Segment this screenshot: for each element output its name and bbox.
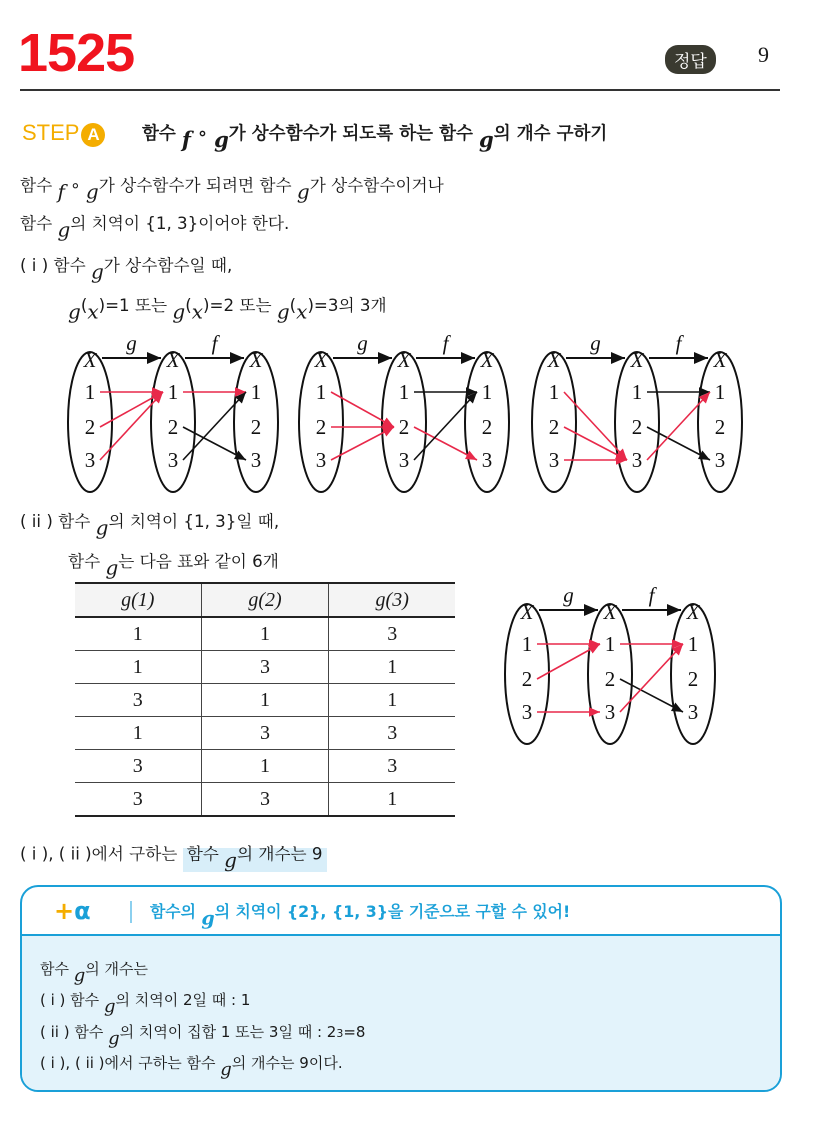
tip-line: [40, 958, 148, 986]
element-label: 3: [250, 448, 262, 472]
element-label: 1: [315, 380, 327, 404]
text-segment: 함수: [20, 214, 58, 233]
text-segment: 는 다음 표와 같이 6개: [118, 552, 279, 571]
answer-badge: 정답: [665, 45, 716, 74]
alpha-icon: α: [74, 897, 91, 925]
text-segment: )=3의 3개: [307, 296, 387, 315]
element-label: 1: [714, 380, 726, 404]
table-cell: 1: [201, 617, 329, 651]
table-cell: 1: [329, 783, 455, 817]
math-variable: x: [296, 299, 308, 324]
element-label: 3: [398, 448, 410, 472]
element-label: 1: [481, 380, 493, 404]
problem-number: 1525: [18, 23, 135, 83]
text-segment: 의 치역이 {1, 3}일 때,: [108, 512, 280, 531]
table-cell: 3: [329, 617, 455, 651]
math-variable: g: [214, 127, 229, 152]
text-segment: 의 개수 구하기: [493, 124, 608, 144]
text-segment: 의 개수는 9이다.: [231, 1054, 343, 1072]
g-mapping-arrow: [331, 392, 394, 427]
set-label: X: [686, 600, 700, 624]
element-label: 3: [481, 448, 493, 472]
function-label: g: [563, 583, 574, 607]
function-label: f: [211, 331, 218, 355]
text-segment: ( i ), ( ii )에서 구하는: [20, 844, 183, 863]
tip-line: [40, 989, 250, 1017]
math-variable: g: [73, 965, 86, 986]
step-letter: A: [81, 123, 105, 147]
step-label: STEP: [22, 120, 80, 145]
g-mapping-arrow: [100, 392, 163, 427]
text-segment: 의 개수는 9: [236, 844, 323, 863]
table-cell: 3: [201, 717, 329, 750]
element-label: 3: [631, 448, 643, 472]
column-header: g(2): [201, 583, 329, 617]
set-label: X: [314, 348, 328, 372]
text-segment: )=2 또는: [203, 296, 277, 315]
function-label: g: [590, 331, 601, 355]
math-variable: g: [224, 847, 237, 872]
text-segment: 의 개수는: [85, 960, 149, 978]
element-label: 3: [84, 448, 96, 472]
element-label: 3: [687, 700, 699, 724]
math-variable: g: [108, 1028, 120, 1049]
element-label: 1: [687, 632, 699, 656]
table-cell: 3: [132, 688, 143, 711]
mapping-diagram: [532, 331, 742, 492]
element-label: 3: [604, 700, 616, 724]
element-label: 2: [687, 667, 699, 691]
text-segment: 가 상수함수일 때,: [103, 256, 233, 275]
text-segment: 의 치역이 2일 때 : 1: [115, 991, 251, 1009]
text-segment: 함수: [186, 844, 225, 863]
element-label: 2: [521, 667, 533, 691]
column-header: g(3): [329, 583, 455, 617]
text-segment: ( i ) 함수: [40, 991, 104, 1009]
math-variable: g: [201, 907, 215, 930]
text-segment: 함수: [40, 960, 74, 978]
element-label: 2: [167, 415, 179, 439]
function-label: f: [675, 331, 682, 355]
table-cell: 1: [132, 655, 143, 678]
text-segment: 함수: [20, 176, 58, 195]
math-variable: g: [172, 299, 186, 324]
table-cell: 3: [132, 754, 143, 777]
element-label: 1: [250, 380, 262, 404]
element-label: 2: [548, 415, 560, 439]
mapping-diagram: [68, 331, 278, 492]
element-label: 3: [315, 448, 327, 472]
math-variable: x: [191, 299, 204, 324]
table-cell: 1: [201, 750, 329, 783]
set-label: X: [480, 348, 494, 372]
g-mapping-arrow: [537, 644, 600, 679]
mapping-diagram: [505, 583, 715, 744]
set-label: X: [166, 348, 180, 372]
math-variable: g: [95, 515, 109, 540]
math-variable: g: [296, 179, 310, 204]
element-label: 1: [631, 380, 643, 404]
table-cell: 3: [201, 651, 329, 684]
text-segment: 의 치역이 집합 1 또는 3일 때 : 2: [119, 1023, 337, 1041]
table-cell: 1: [132, 721, 143, 744]
tip-box: [20, 885, 782, 1092]
set-label: X: [547, 348, 561, 372]
set-label: X: [397, 348, 411, 372]
text-segment: =8: [343, 1023, 366, 1041]
function-label: f: [648, 583, 655, 607]
column-header: g(1): [121, 588, 155, 611]
text-segment: ( ii ) 함수: [20, 512, 96, 531]
element-label: 2: [481, 415, 493, 439]
element-label: 3: [167, 448, 179, 472]
element-label: 2: [315, 415, 327, 439]
element-label: 2: [250, 415, 262, 439]
element-label: 2: [398, 415, 410, 439]
table-cell: 1: [329, 684, 455, 717]
element-label: 1: [84, 380, 96, 404]
math-variable: g: [57, 217, 71, 242]
divider: [130, 901, 132, 923]
element-label: 3: [548, 448, 560, 472]
set-label: X: [249, 348, 263, 372]
math-variable: x: [87, 299, 99, 324]
table-cell: 1: [329, 651, 455, 684]
math-variable: g: [90, 259, 104, 284]
text-segment: (: [80, 296, 88, 315]
element-label: 1: [167, 380, 179, 404]
table-cell: 3: [201, 783, 329, 817]
element-label: 1: [548, 380, 560, 404]
function-label: f: [442, 331, 449, 355]
text-segment: ( ii ) 함수: [40, 1023, 109, 1041]
mapping-diagram: [299, 331, 509, 492]
text-segment: 함수의: [150, 902, 202, 921]
function-label: g: [357, 331, 368, 355]
set-label: X: [520, 600, 534, 624]
text-segment: 함수: [142, 124, 182, 144]
tip-line: [40, 1052, 343, 1080]
element-label: 3: [521, 700, 533, 724]
text-segment: 의 치역이 {1, 3}이어야 한다.: [70, 214, 290, 233]
text-segment: 가 상수함수가 되도록 하는 함수: [228, 124, 480, 144]
math-variable: g: [105, 555, 119, 580]
text-segment: 가 상수함수가 되려면 함수: [98, 176, 297, 195]
math-variable: f: [181, 127, 191, 152]
tip-line: [40, 1021, 365, 1049]
set-label: X: [603, 600, 617, 624]
text-segment: ∘: [190, 124, 215, 144]
element-label: 2: [631, 415, 643, 439]
table-cell: 3: [132, 787, 143, 810]
tip-title: [150, 899, 570, 929]
math-variable: g: [276, 299, 290, 324]
element-label: 2: [604, 667, 616, 691]
text-segment: (: [185, 296, 192, 315]
superscript: 3: [336, 1027, 344, 1040]
text-segment: ( i ), ( ii )에서 구하는 함수: [40, 1054, 221, 1072]
plus-icon: +: [54, 897, 75, 925]
text-segment: 의 치역이 {2}, {1, 3}을 기준으로 구할 수 있어!: [214, 902, 571, 921]
table-cell: 1: [201, 684, 329, 717]
set-label: X: [713, 348, 727, 372]
set-label: X: [630, 348, 644, 372]
element-label: 1: [398, 380, 410, 404]
table-cell: 3: [329, 750, 455, 783]
table-cell: 1: [132, 622, 143, 645]
text-segment: ( i ) 함수: [20, 256, 91, 275]
element-label: 2: [714, 415, 726, 439]
math-variable: g: [479, 127, 494, 152]
text-segment: 가 상수함수이거나: [309, 176, 444, 195]
function-label: g: [126, 331, 137, 355]
table-cell: 3: [329, 717, 455, 750]
element-label: 3: [714, 448, 726, 472]
math-variable: f: [57, 179, 65, 204]
math-variable: g: [68, 299, 81, 324]
set-label: X: [83, 348, 97, 372]
element-label: 2: [84, 415, 96, 439]
text-segment: (: [289, 296, 297, 315]
plus-alpha-badge: [54, 897, 91, 925]
text-segment: ∘: [64, 176, 86, 195]
text-segment: )=1 또는: [98, 296, 173, 315]
answer-value: 9: [758, 42, 769, 67]
text-segment: 함수: [68, 552, 106, 571]
tip-body: [22, 934, 780, 1090]
math-variable: g: [220, 1059, 232, 1080]
element-label: 1: [521, 632, 533, 656]
math-variable: g: [103, 996, 116, 1017]
element-label: 1: [604, 632, 616, 656]
math-variable: g: [85, 179, 99, 204]
